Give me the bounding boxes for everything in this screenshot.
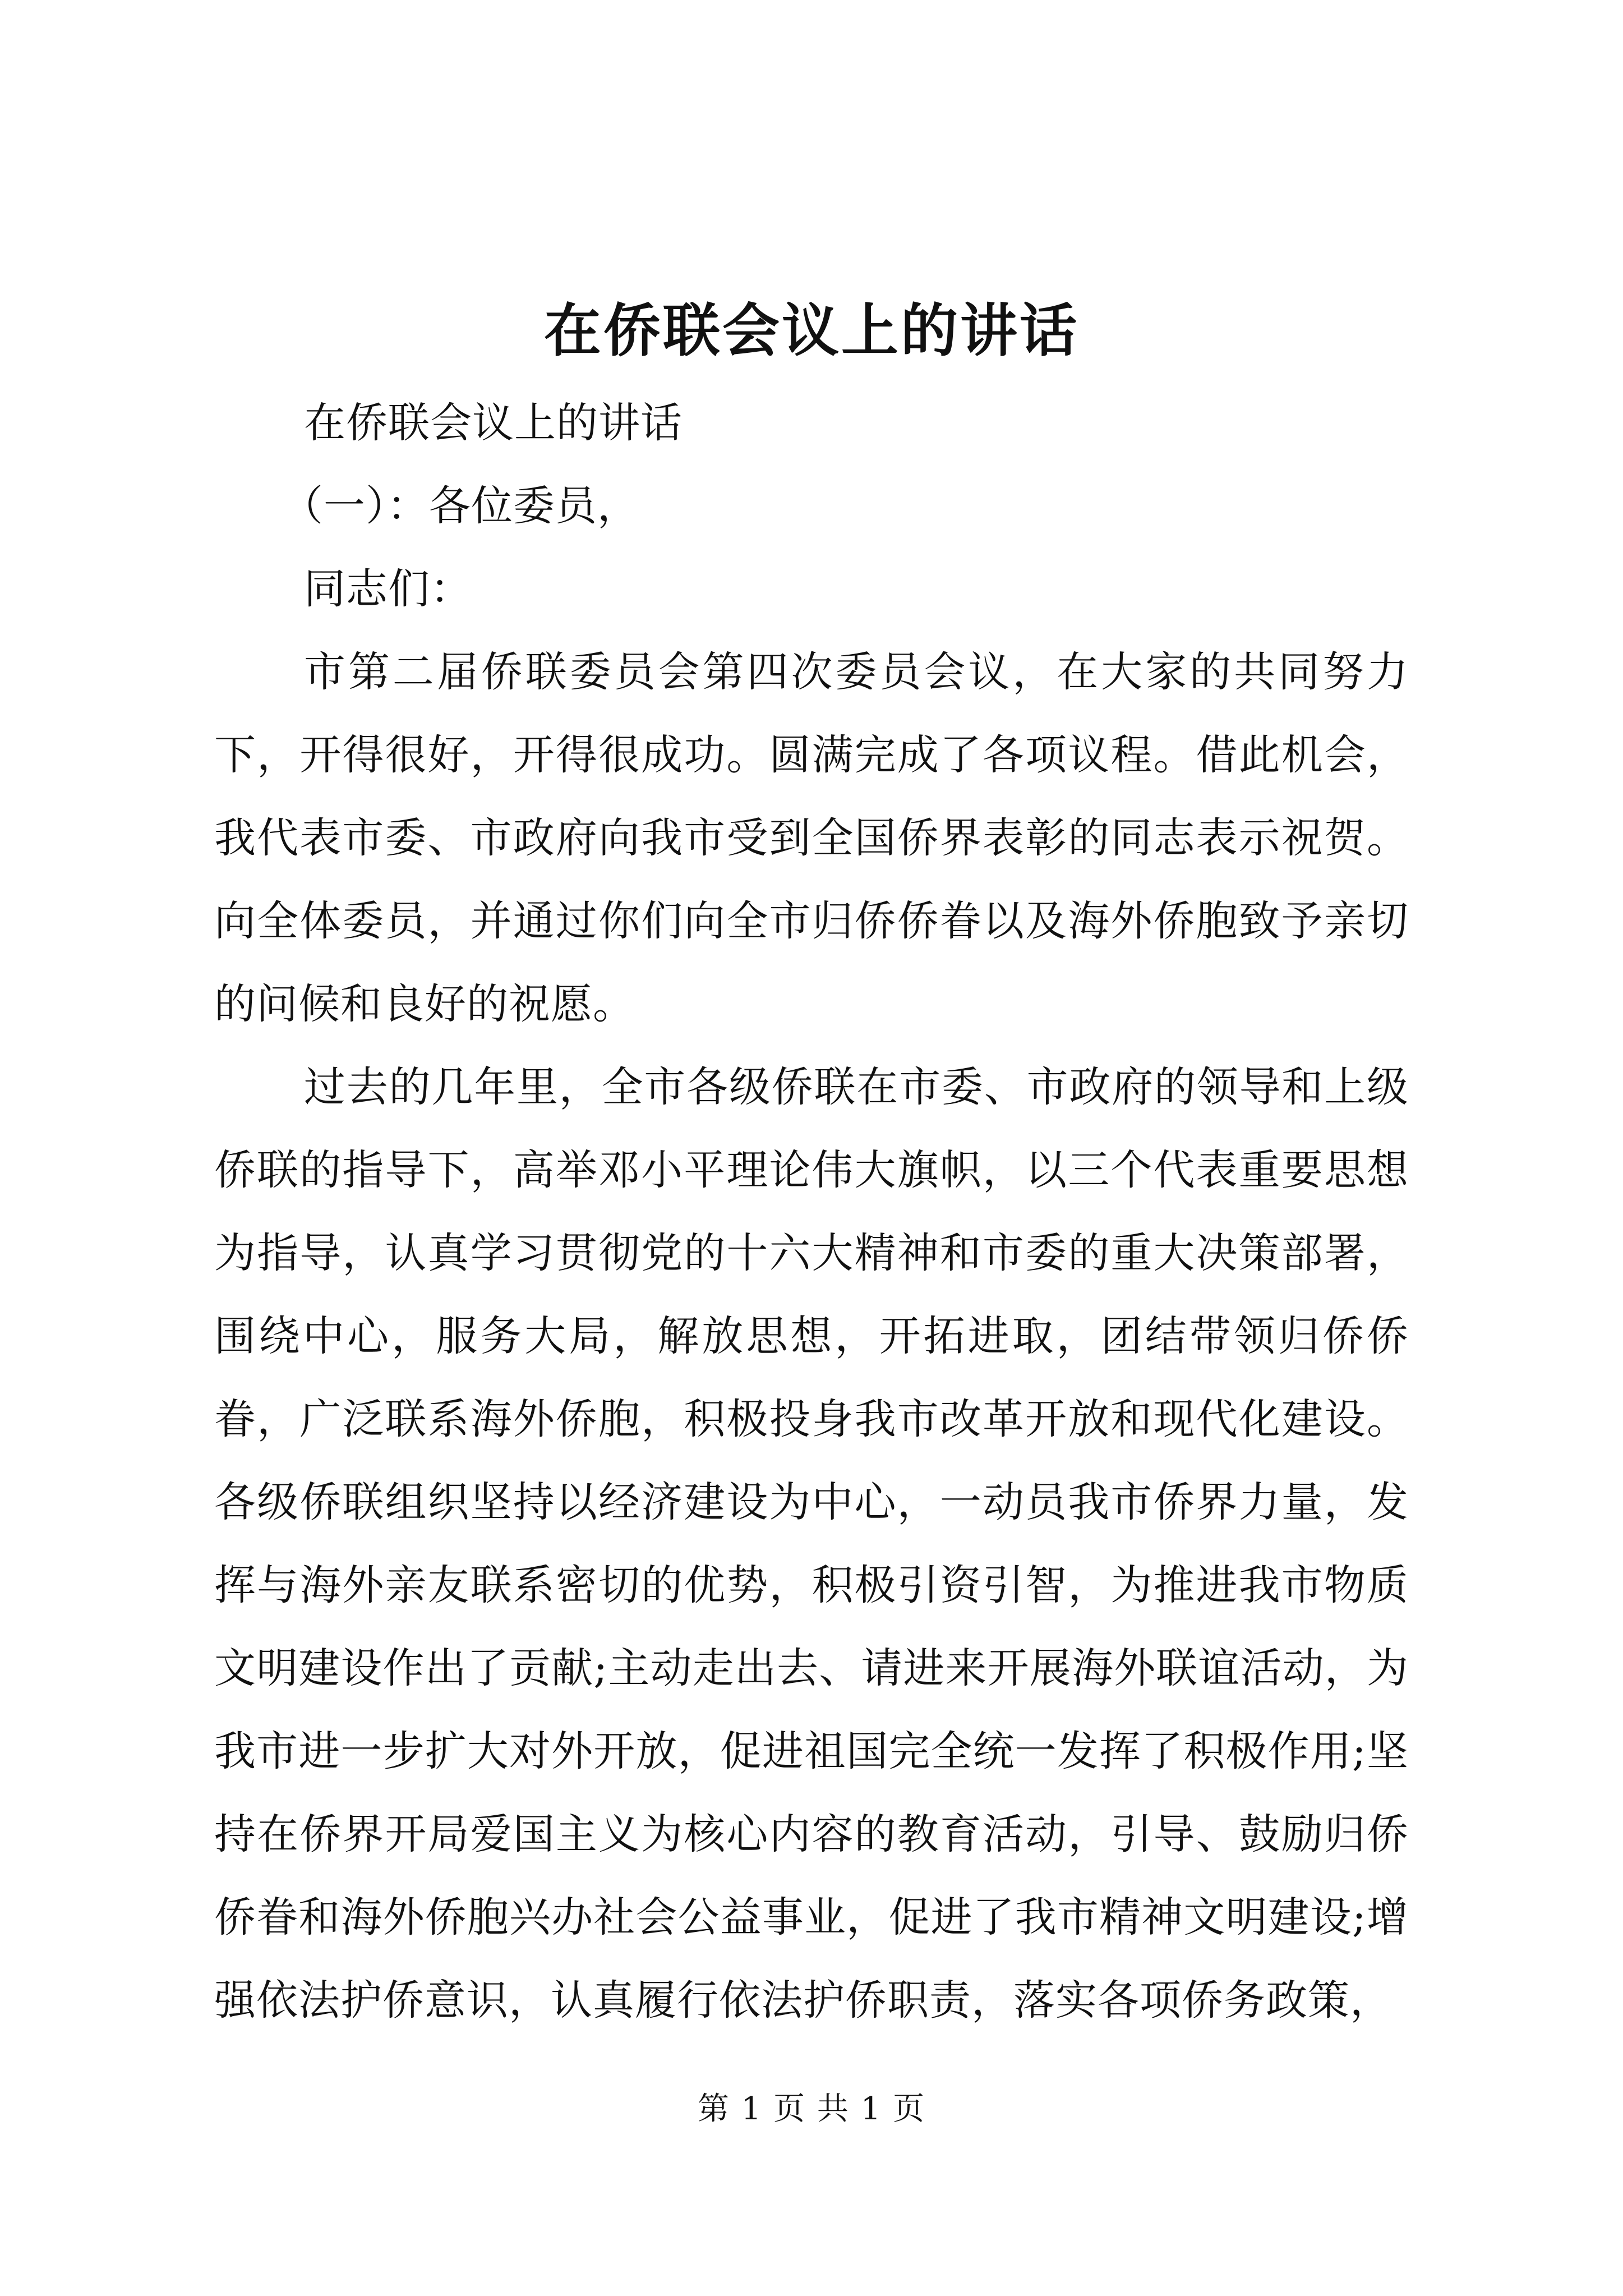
paragraph-subtitle: 在侨联会议上的讲话 bbox=[304, 399, 683, 447]
paragraph-body-1: 市第二届侨联委员会第四次委员会议，在大家的共同努力下，开得很好，开得很成功。圆满完成了各项议程。借此机会，我代表市委、市政府向我市受到全国侨界表彰的同志表示祝贺。向全体委员，并通过你们向全市归侨侨眷以及海外侨胞致予亲切的问候和良好的祝愿。 bbox=[214, 648, 1409, 1028]
document-body bbox=[214, 381, 1409, 2042]
paragraph-salutation-2: 同志们： bbox=[304, 565, 472, 613]
paragraph-body-2: 过去的几年里，全市各级侨联在市委、市政府的领导和上级侨联的指导下，高举邓小平理论伟大旗帜，以三个代表重要思想为指导，认真学习贯彻党的十六大精神和市委的重大决策部署，围绕中心，服务大局，解放思想，开拓进取，团结带领归侨侨眷，广泛联系海外侨胞，积极投身我市改革开放和现代化建设。各级侨联组织坚持以经济建设为中心，一动员我市侨界力量，发挥与海外亲友联系密切的优势，积极引资引智，为推进我市物质文明建设作出了贡献;主动走出去、请进来开展海外联谊活动，为我市进一步扩大对外开放，促进祖国完全统一发挥了积极作用;坚持在侨界开局爱国主义为核心内容的教育活动，引导、鼓励归侨侨眷和海外侨胞兴办社会公益事业，促进了我市精神文明建设;增强依法护侨意识，认真履行依法护侨职责，落实各项侨务政策， bbox=[214, 1063, 1409, 2024]
document-title: 在侨联会议上的讲话 bbox=[544, 297, 1079, 365]
page-footer: 第 1 页 共 1 页 bbox=[697, 2091, 926, 2127]
paragraph-salutation-1: （一）：各位委员， bbox=[282, 482, 639, 530]
